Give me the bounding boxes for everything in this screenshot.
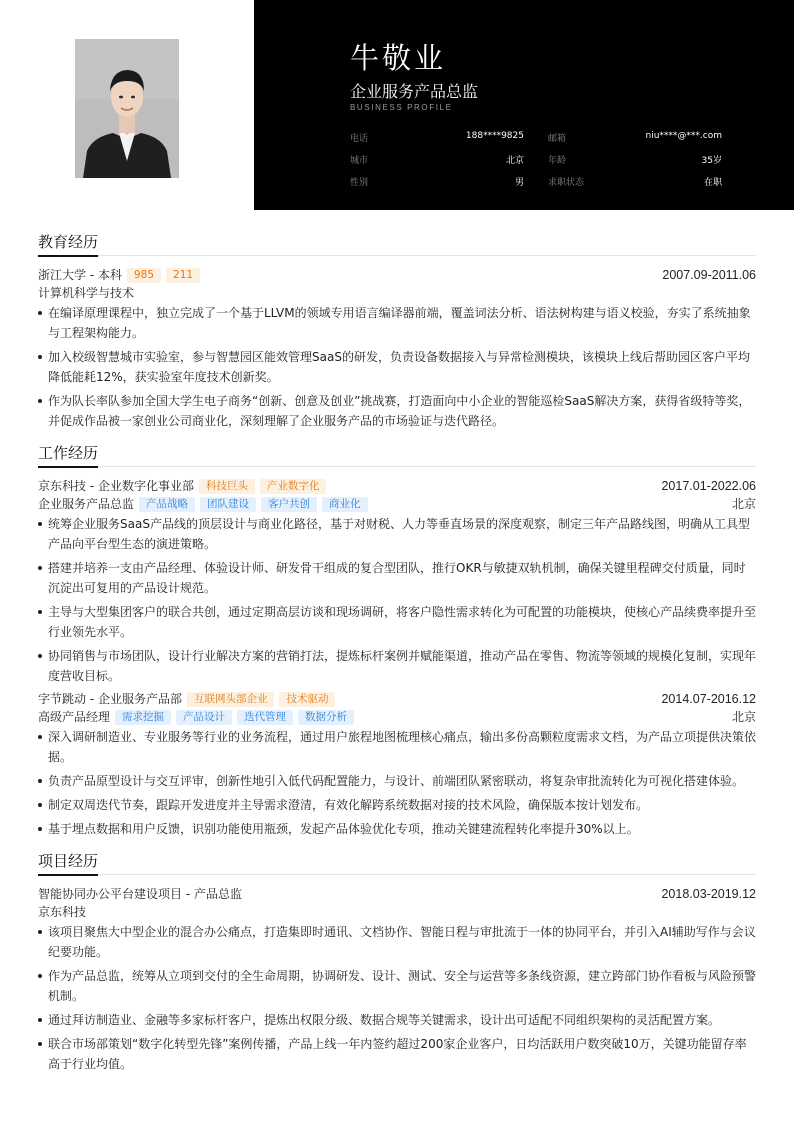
entry-left bbox=[38, 690, 335, 708]
entry-left bbox=[38, 266, 200, 284]
bullet-item: 基于埋点数据和用户反馈，识别功能使用瓶颈，发起产品体验优化专项，推动关键建流程转化率提升30%以上。 bbox=[38, 819, 756, 839]
section-title: 工作经历 bbox=[38, 444, 98, 468]
bullet-list bbox=[38, 303, 756, 431]
info-row bbox=[350, 170, 722, 192]
bullet-item: 制定双周迭代节奏，跟踪开发进度并主导需求澄清，有效化解跨系统数据对接的技术风险，确保版本按计划发布。 bbox=[38, 795, 756, 815]
entry-left bbox=[38, 477, 326, 495]
info-value: 188****9825 bbox=[465, 130, 524, 141]
role-tag: 需求挖掘 bbox=[115, 710, 171, 725]
job-location: 北京 bbox=[731, 497, 756, 511]
profile-tag: BUSINESS PROFILE bbox=[350, 103, 453, 112]
role-tag: 数据分析 bbox=[298, 710, 354, 725]
section-header bbox=[38, 851, 756, 875]
info-key: 邮箱 bbox=[548, 133, 567, 144]
major: 计算机科学与技术 bbox=[38, 286, 135, 300]
company-name: 字节跳动 - 企业服务产品部 bbox=[38, 692, 182, 706]
bullet-item: 在编译原理课程中，独立完成了一个基于LLVM的领域专用语言编译器前端，覆盖词法分析、语法树构建与语义校验，夯实了系统抽象与工程架构能力。 bbox=[38, 303, 756, 343]
bullet-item: 加入校级智慧城市实验室，参与智慧园区能效管理SaaS的研发，负责设备数据接入与异常检测模块，该模块上线后帮助园区客户平均降低能耗12%，获实验室年度技术创新奖。 bbox=[38, 347, 756, 387]
info-key: 城市 bbox=[350, 155, 369, 166]
info-cell-city bbox=[350, 153, 524, 166]
role-tag: 产品设计 bbox=[176, 710, 232, 725]
info-value: 在职 bbox=[703, 177, 722, 188]
company-tag: 产业数字化 bbox=[260, 479, 327, 494]
project-section bbox=[38, 851, 756, 1074]
info-value: 35岁 bbox=[701, 155, 722, 166]
bullet-list bbox=[38, 727, 756, 839]
education-section bbox=[38, 232, 756, 431]
info-key: 求职状态 bbox=[548, 177, 585, 188]
info-key: 年龄 bbox=[548, 155, 567, 166]
info-value: 男 bbox=[514, 177, 524, 188]
entry-line bbox=[38, 708, 756, 726]
bullet-item: 深入调研制造业、专业服务等行业的业务流程，通过用户旅程地图梳理核心痛点，输出多份高颗粒度需求文档，为产品立项提供决策依据。 bbox=[38, 727, 756, 767]
bullet-item: 作为产品总监，统筹从立项到交付的全生命周期，协调研发、设计、测试、安全与运营等多条线资源，建立跨部门协作看板与风险预警机制。 bbox=[38, 966, 756, 1006]
entry-left bbox=[38, 708, 354, 726]
entry-line bbox=[38, 477, 756, 495]
bullet-item: 搭建并培养一支由产品经理、体验设计师、研发骨干组成的复合型团队，推行OKR与敏捷双轨机制，确保关键里程碑交付质量，同时沉淀出可复用的产品设计规范。 bbox=[38, 558, 756, 598]
info-key: 性别 bbox=[350, 177, 369, 188]
project-entry bbox=[38, 885, 756, 1074]
entry-line bbox=[38, 266, 756, 284]
entry-line bbox=[38, 885, 756, 903]
resume-header bbox=[0, 0, 794, 210]
bullet-item: 负责产品原型设计与交互评审，创新性地引入低代码配置能力，与设计、前端团队紧密联动，将复杂审批流转化为可视化搭建体验。 bbox=[38, 771, 756, 791]
resume-content bbox=[38, 232, 756, 1086]
info-value: 北京 bbox=[505, 155, 524, 166]
info-cell-status bbox=[548, 175, 722, 188]
entry-line bbox=[38, 495, 756, 513]
info-cell-gender bbox=[350, 175, 524, 188]
school-name: 浙江大学 - 本科 bbox=[38, 268, 122, 282]
project-org: 京东科技 bbox=[38, 905, 87, 919]
info-cell-phone bbox=[350, 131, 524, 144]
role-tag: 商业化 bbox=[322, 497, 368, 512]
bullet-item: 协同销售与市场团队，设计行业解决方案的营销打法，提炼标杆案例并赋能渠道，推动产品在零售、物流等领域的规模化复制，实现年度营收目标。 bbox=[38, 646, 756, 686]
profile-photo bbox=[75, 39, 179, 178]
company-tag: 技术驱动 bbox=[279, 692, 335, 707]
role-tag: 产品战略 bbox=[139, 497, 195, 512]
school-tag: 985 bbox=[127, 268, 161, 283]
bullet-item: 该项目聚焦大中型企业的混合办公痛点，打造集即时通讯、文档协作、智能日程与审批流于一体的协同平台，并引入AI辅助写作与会议纪要功能。 bbox=[38, 922, 756, 962]
job-location: 北京 bbox=[731, 710, 756, 724]
education-entry bbox=[38, 266, 756, 431]
info-row bbox=[350, 126, 722, 148]
school-tag: 211 bbox=[166, 268, 200, 283]
entry-line bbox=[38, 903, 756, 921]
job-entry bbox=[38, 477, 756, 686]
info-cell-email bbox=[548, 131, 722, 144]
company-tag: 科技巨头 bbox=[199, 479, 255, 494]
section-header bbox=[38, 443, 756, 467]
candidate-title: 企业服务产品总监 bbox=[350, 82, 479, 101]
entry-line bbox=[38, 690, 756, 708]
section-header bbox=[38, 232, 756, 256]
project-date: 2018.03-2019.12 bbox=[661, 887, 756, 901]
bullet-item: 作为队长率队参加全国大学生电子商务“创新、创意及创业”挑战赛，打造面向中小企业的智能巡检SaaS解决方案，获得省级特等奖，并促成作品被一家创业公司商业化，深刻理解了企业服务产品的市场验证与迭代路径。 bbox=[38, 391, 756, 431]
bullet-list bbox=[38, 514, 756, 686]
job-date: 2014.07-2016.12 bbox=[661, 692, 756, 706]
bullet-list bbox=[38, 922, 756, 1074]
info-value: niu****@***.com bbox=[645, 130, 722, 141]
entry-left bbox=[38, 495, 368, 513]
section-title: 教育经历 bbox=[38, 233, 98, 257]
job-role: 高级产品经理 bbox=[38, 710, 111, 724]
bullet-item: 主导与大型集团客户的联合共创，通过定期高层访谈和现场调研，将客户隐性需求转化为可配置的功能模块，使核心产品续费率提升至行业领先水平。 bbox=[38, 602, 756, 642]
bullet-item: 统筹企业服务SaaS产品线的顶层设计与商业化路径，基于对财税、人力等垂直场景的深度观察，制定三年产品路线图，明确从工具型产品向平台型生态的演进策略。 bbox=[38, 514, 756, 554]
info-cell-age bbox=[548, 153, 722, 166]
education-date: 2007.09-2011.06 bbox=[662, 268, 756, 282]
company-name: 京东科技 - 企业数字化事业部 bbox=[38, 479, 194, 493]
job-date: 2017.01-2022.06 bbox=[661, 479, 756, 493]
company-tag: 互联网头部企业 bbox=[187, 692, 275, 707]
bullet-item: 通过拜访制造业、金融等多家标杆客户，提炼出权限分级、数据合规等关键需求，设计出可适配不同组织架构的灵活配置方案。 bbox=[38, 1010, 756, 1030]
bullet-item: 联合市场部策划“数字化转型先锋”案例传播，产品上线一年内签约超过200家企业客户，日均活跃用户数突破10万，关键功能留存率高于行业均值。 bbox=[38, 1034, 756, 1074]
info-row bbox=[350, 148, 722, 170]
project-name: 智能协同办公平台建设项目 - 产品总监 bbox=[38, 887, 242, 901]
role-tag: 团队建设 bbox=[200, 497, 256, 512]
person-portrait-icon bbox=[75, 39, 179, 178]
job-role: 企业服务产品总监 bbox=[38, 497, 135, 511]
section-title: 项目经历 bbox=[38, 852, 98, 876]
role-tag: 客户共创 bbox=[261, 497, 317, 512]
role-tag: 迭代管理 bbox=[237, 710, 293, 725]
header-info-panel bbox=[254, 0, 794, 210]
entry-line bbox=[38, 284, 756, 302]
work-section bbox=[38, 443, 756, 839]
contact-info-grid bbox=[350, 126, 722, 192]
info-key: 电话 bbox=[350, 133, 369, 144]
job-entry bbox=[38, 690, 756, 839]
candidate-name: 牛敬业 bbox=[350, 41, 447, 75]
